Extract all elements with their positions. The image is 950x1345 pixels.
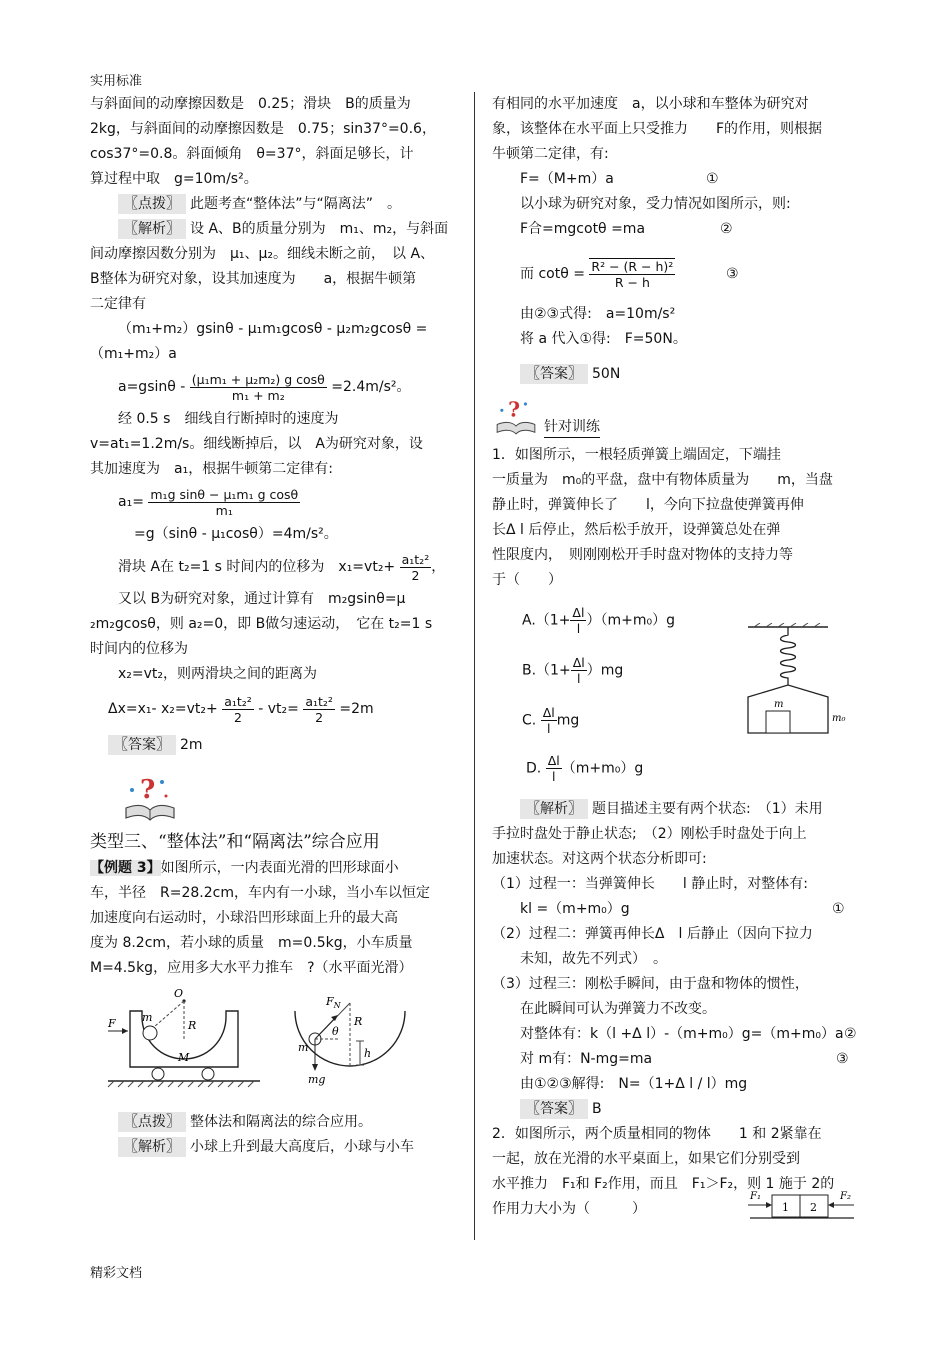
analysis-text: 设 A、B的质量分别为 m₁、m₂，与斜面 <box>190 221 449 237</box>
text-line: （3）过程三：刚松手瞬间，由于盘和物体的惯性， <box>492 976 809 992</box>
fraction <box>222 694 254 725</box>
answer-text: 50N <box>592 366 621 382</box>
numerator: a₁t₂² <box>224 693 252 709</box>
eq-prefix: a₁= <box>118 494 144 510</box>
equation-line <box>492 1047 860 1072</box>
cart-figures <box>90 981 462 1106</box>
equation-line: 由①②③解得: N=（1+Δ l / l）mg <box>520 1076 748 1092</box>
eq-prefix: 滑块 A在 t₂=1 s 时间内的位移为 x₁=vt₂+ <box>118 559 396 575</box>
distance-equation <box>90 687 462 731</box>
text-line: 一起，放在光滑的水平桌面上，如果它们分别受到 <box>492 1151 800 1167</box>
analysis-line <box>90 217 462 242</box>
equation: F合=mgcotθ =ma <box>520 221 646 237</box>
text-line: 2kg，与斜面间的动摩擦因数是 0.75；sin37°=0.6， <box>90 121 436 137</box>
label-F2: F₂ <box>840 1191 851 1202</box>
equation-line <box>492 167 860 192</box>
answer-line <box>492 1097 860 1122</box>
equation-line <box>492 217 860 242</box>
answer-tag: 〖答案〗 <box>520 1099 588 1119</box>
label-m: m <box>774 699 784 710</box>
equation-a1 <box>90 482 462 522</box>
eq-prefix: a=gsinθ - <box>118 379 186 395</box>
denominator: R − h <box>614 275 650 290</box>
numerator: (μ₁m₁ + μ₂m₂) g cosθ <box>191 371 325 387</box>
question-text: 作用力大小为（ ） <box>492 1201 646 1217</box>
equation-number: ③ <box>836 1051 849 1067</box>
denominator: 2 <box>315 709 324 725</box>
equation-cot <box>492 246 860 302</box>
text-line: 加速状态。对这两个状态分析即可: <box>492 851 707 867</box>
text-line: 又以 B为研究对象，通过计算有 m₂gsinθ=μ <box>118 591 406 607</box>
analysis-line <box>492 797 860 822</box>
label-M: M <box>178 1051 190 1064</box>
denominator: m₁ + m₂ <box>231 387 285 403</box>
label-R: R <box>188 1019 197 1032</box>
eq-mid: - vt₂= <box>258 701 299 717</box>
fraction <box>148 487 300 518</box>
label-F1: F₁ <box>750 1191 761 1202</box>
text-line: 车，半径 R=28.2cm，车内有一小球，当小车以恒定 <box>90 885 430 901</box>
equation-line: =g（sinθ - μ₁cosθ）=4m/s²。 <box>134 526 338 542</box>
text-line: 将 a 代入①得: F=50N。 <box>520 331 687 347</box>
label-mg: mg <box>308 1073 326 1086</box>
text-line: （1）过程一：当弹簧伸长 l 静止时，对整体有: <box>492 876 808 892</box>
option-c: C. $\frac{\Delta l}{l}$ mg <box>522 705 580 736</box>
tip-text: 此题考查“整体法”与“隔离法” 。 <box>190 196 402 212</box>
tip-line <box>90 1110 462 1135</box>
text-line: 长Δ l 后停止，然后松手放开，设弹簧总处在弹 <box>492 522 781 538</box>
option-b: B.（1+ $\frac{\Delta l}{l}$ ）mg <box>522 655 624 686</box>
practice-title: 针对训练 <box>544 417 600 438</box>
equation: 对整体有：k（l +Δ l）-（m+m₀）g=（m+m₀）a <box>520 1026 844 1042</box>
label-O: O <box>174 987 184 1000</box>
text-line: 时间内的位移为 <box>90 641 188 657</box>
analysis-text: 小球上升到最大高度后，小球与小车 <box>190 1139 414 1155</box>
text-line: 在此瞬间可认为弹簧力不改变。 <box>520 1001 716 1017</box>
equation-number: ① <box>706 171 719 187</box>
tip-text: 整体法和隔离法的综合应用。 <box>190 1114 372 1130</box>
text-line: cos37°=0.8。斜面倾角 θ=37°，斜面足够长，计 <box>90 146 414 162</box>
text-line: 加速度向右运动时，小球沿凹形球面上升的最大高 <box>90 910 398 926</box>
text-line: 以小球为研究对象，受力情况如图所示，则: <box>520 196 791 212</box>
text-line: v=at₁=1.2m/s。细线断掉后，以 A为研究对象，设 <box>90 436 423 452</box>
numerator: a₁t₂² <box>401 551 430 567</box>
analysis-tag: 〖解析〗 <box>118 1137 186 1157</box>
block-2-label: 2 <box>810 1201 817 1214</box>
cart-diagram <box>90 981 462 1106</box>
text-line: M=4.5kg，应用多大水平力推车 ?（水平面光滑） <box>90 960 413 976</box>
equation-line: （m₁+m₂）gsinθ - μ₁m₁gcosθ - μ₂m₂gcosθ = <box>118 321 428 337</box>
page-header: 实用标准 <box>90 74 143 89</box>
page-footer: 精彩文档 <box>90 1266 143 1281</box>
equation: kl =（m+m₀）g <box>520 901 630 917</box>
example-text: 如图所示，一内表面光滑的凹形球面小 <box>160 860 399 876</box>
text-line: 由②③式得: a=10m/s² <box>520 306 676 322</box>
fraction <box>190 372 327 403</box>
equation: F=（M+m）a <box>520 171 614 187</box>
label-m: m <box>142 1011 153 1024</box>
eq-prefix: 而 cotθ = <box>520 266 585 282</box>
text-line: 牛顿第二定律，有: <box>492 146 609 162</box>
text-line: 度为 8.2cm，若小球的质量 m=0.5kg，小车质量 <box>90 935 413 951</box>
block-1-label: 1 <box>782 1201 789 1214</box>
label-theta: θ <box>332 1025 339 1038</box>
fraction <box>303 694 335 725</box>
text-line: 未知，故先不列式） 。 <box>520 951 667 967</box>
label-m2: m <box>298 1041 309 1054</box>
eq-prefix: Δx=x₁- x₂=vt₂+ <box>108 701 218 717</box>
numerator: m₁g sinθ − μ₁m₁ g cosθ <box>150 486 299 502</box>
tip-line <box>90 192 462 217</box>
answer-text: B <box>592 1101 602 1117</box>
answer-line <box>492 362 860 387</box>
text-line: 静止时，弹簧伸长了 l，今向下拉盘使弹簧再伸 <box>492 497 804 513</box>
question-book-icon <box>492 393 540 437</box>
analysis-line <box>90 1135 462 1160</box>
equation-line <box>492 1022 860 1047</box>
equation-number: ② <box>844 1026 857 1042</box>
section-title: 类型三、“整体法”和“隔离法”综合应用 <box>90 832 380 852</box>
text-line: 算过程中取 g=10m/s²。 <box>90 171 258 187</box>
svg-text:?: ? <box>508 397 521 422</box>
equation-number: ① <box>832 901 845 917</box>
answer-tag: 〖答案〗 <box>108 735 176 755</box>
text-line: 经 0.5 s 细线自行断掉时的速度为 <box>118 411 339 427</box>
two-blocks-diagram <box>744 1187 860 1227</box>
text-line: 性限度内， 则刚刚松开手时盘对物体的支持力等 <box>492 547 793 563</box>
question-book-icon-graphic <box>120 768 180 824</box>
answer-line <box>90 733 462 758</box>
denominator: m₁ <box>215 502 233 518</box>
analysis-tag: 〖解析〗 <box>118 219 186 239</box>
equation-number: ③ <box>726 266 739 282</box>
practice-heading <box>492 393 860 443</box>
eq-suffix: ， <box>431 559 446 575</box>
tip-tag: 〖点拨〗 <box>118 194 186 214</box>
text-line: 间动摩擦因数分别为 μ₁、μ₂。细线未断之前， 以 A、 <box>90 246 435 262</box>
equation: 对 m有：N-mg=ma <box>520 1051 653 1067</box>
text-line: 2．如图所示，两个质量相同的物体 1 和 2紧靠在 <box>492 1126 822 1142</box>
answer-tag: 〖答案〗 <box>520 364 588 384</box>
eq-suffix: =2m <box>339 701 374 717</box>
text-line: 手拉时盘处于静止状态; （2）刚松手时盘处于向上 <box>492 826 807 842</box>
text-line: B整体为研究对象，设其加速度为 a，根据牛顿第 <box>90 271 417 287</box>
question-book-icon <box>90 758 462 820</box>
text-line: x₂=vt₂，则两滑块之间的距离为 <box>118 666 318 682</box>
eq-suffix: =2.4m/s²。 <box>331 379 411 395</box>
fraction <box>400 552 432 583</box>
label-R2: R <box>354 1015 363 1028</box>
analysis-tag: 〖解析〗 <box>520 799 588 819</box>
equation-line <box>492 897 860 922</box>
equation-number: ② <box>720 221 733 237</box>
right-column <box>492 92 860 1222</box>
text-line: 象，该整体在水平面上只受推力 F的作用，则根据 <box>492 121 823 137</box>
fraction <box>589 258 675 290</box>
text-line: （2）过程二：弹簧再伸长Δ l 后静止（因向下拉力 <box>492 926 813 942</box>
answer-text: 2m <box>180 737 203 753</box>
text-line <box>492 1191 860 1222</box>
denominator: 2 <box>234 709 242 725</box>
text-line: 1．如图所示，一根轻质弹簧上端固定，下端挂 <box>492 447 781 463</box>
option-d: D. $\frac{\Delta l}{l}$ （m+m₀）g <box>526 753 644 784</box>
equation-a <box>90 367 462 407</box>
text-line: 有相同的水平加速度 a，以小球和车整体为研究对 <box>492 96 809 112</box>
analysis-text: 题目描述主要有两个状态: （1）未用 <box>592 801 823 817</box>
example-tag: 【例题 3】 <box>90 860 161 876</box>
spring-diagram <box>744 623 854 743</box>
numerator: a₁t₂² <box>305 693 333 709</box>
options-and-spring <box>492 593 860 793</box>
option-a: A.（1+ $\frac{\Delta l}{l}$ ）（m+m₀）g <box>522 605 675 636</box>
label-FN: $F_N$ <box>326 995 341 1010</box>
text-line: 与斜面间的动摩擦因数是 0.25；滑块 B的质量为 <box>90 96 411 112</box>
text-line: ₂m₂gcosθ，则 a₂=0，即 B做匀速运动， 它在 t₂=1 s <box>90 616 433 632</box>
text-line: 于（ ） <box>492 572 562 588</box>
svg-text:?: ? <box>140 775 156 805</box>
column-divider <box>474 92 475 1240</box>
label-m0: m₀ <box>832 713 846 724</box>
text-line: 其加速度为 a₁，根据牛顿第二定律有: <box>90 461 333 477</box>
example-line <box>90 856 462 881</box>
label-h: h <box>364 1047 372 1060</box>
denominator: 2 <box>411 567 420 583</box>
equation-line: （m₁+m₂）a <box>90 346 177 362</box>
label-F: F <box>108 1017 116 1030</box>
text-line: 二定律有 <box>90 296 146 312</box>
tip-tag: 〖点拨〗 <box>118 1112 186 1132</box>
left-column <box>90 92 462 1160</box>
text-line: 一质量为 m₀的平盘，盘中有物体质量为 m，当盘 <box>492 472 833 488</box>
text-line: 水平推力 F₁和 F₂作用，而且 F₁＞F₂，则 1 施于 2的 <box>492 1176 835 1192</box>
numerator: R² − (R − h)² <box>591 259 674 274</box>
displacement-a <box>90 547 462 587</box>
